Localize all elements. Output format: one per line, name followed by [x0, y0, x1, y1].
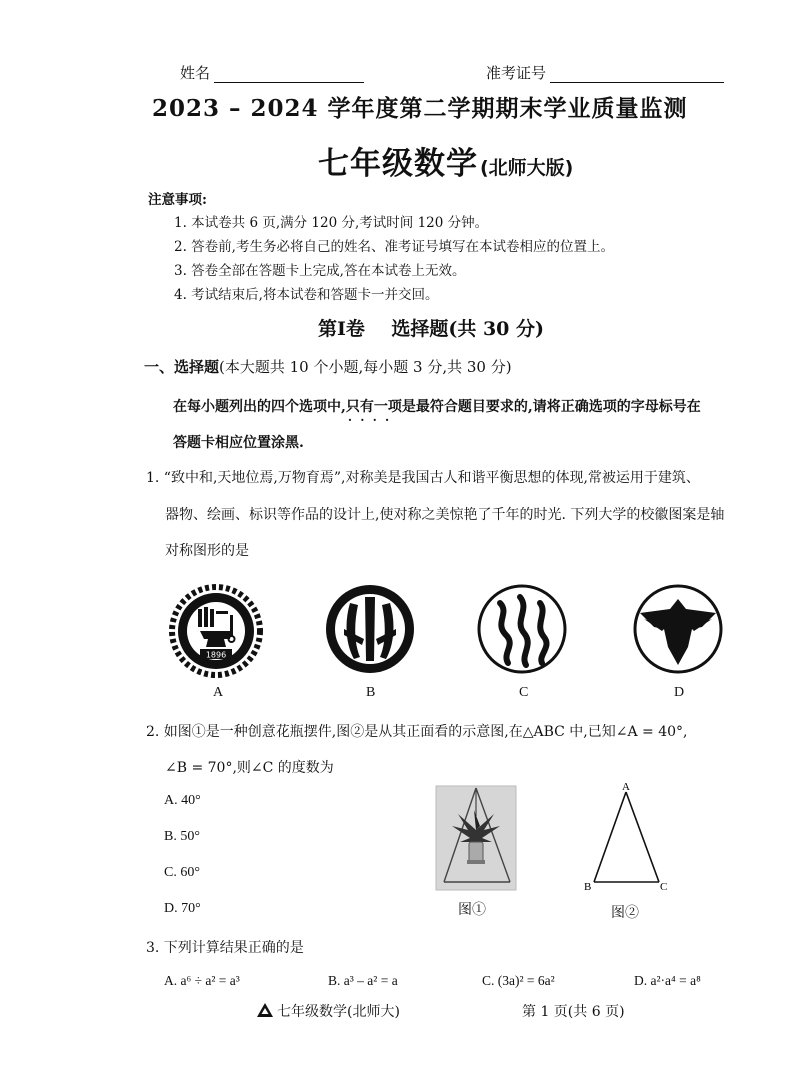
- instruction-text: 在每小题列出的四个选项中,: [173, 399, 346, 415]
- instruction-emphasis: 只有一项 · · · ·: [346, 399, 402, 415]
- figure-2-caption: 图②: [611, 905, 639, 921]
- emblem-b-peking: [324, 583, 416, 675]
- instruction-text: 是最符合题目要求的,请将正确选项的字母标号在: [401, 399, 701, 415]
- part1-title: 第Ⅰ卷 选择题(共 30 分): [318, 318, 544, 340]
- subject-title: 七年级数学: [318, 146, 478, 182]
- exam-title: 2023 – 2024 学年度第二学期期末学业质量监测: [152, 95, 688, 122]
- q3-option-d: D. a²·a⁴ = a⁸: [634, 973, 701, 988]
- q1-text-line: 1. “致中和,天地位焉,万物育焉”,对称美是我国古人和谐平衡思想的体现,常被运用于建筑、: [146, 470, 700, 486]
- note-item: 3. 答卷全部在答题卡上完成,答在本试卷上无效。: [174, 263, 466, 279]
- emblem-c-waves: [476, 583, 568, 675]
- note-item: 1. 本试卷共 6 页,满分 120 分,考试时间 120 分钟。: [174, 215, 489, 231]
- section-heading: [144, 356, 512, 377]
- emblem-d-eagle: [632, 583, 724, 675]
- triangle-side-ac: [626, 792, 659, 882]
- subject-title-row: [318, 138, 573, 183]
- section-head: 一、选择题: [144, 358, 220, 376]
- name-label: 姓名: [180, 64, 211, 82]
- emblem-a-gear: [170, 585, 262, 677]
- note-item: 2. 答卷前,考生务必将自己的姓名、准考证号填写在本试卷相应的位置上。: [174, 239, 614, 255]
- q2-option-b: B. 50°: [164, 829, 200, 844]
- exam-number-label: 准考证号: [486, 64, 547, 82]
- q1-option-label-a: A: [213, 685, 224, 700]
- footer-page-number: 第 1 页(共 6 页): [522, 1004, 625, 1020]
- exam-number-field: [486, 62, 724, 83]
- emblem-a-year: 1896: [205, 650, 227, 660]
- exam-number-blank: [550, 68, 724, 83]
- q1-text-line: 对称图形的是: [165, 543, 249, 559]
- q3-text-line: 3. 下列计算结果正确的是: [146, 940, 304, 956]
- vertex-label-c: C: [660, 881, 668, 893]
- q2-option-c: C. 60°: [164, 865, 200, 880]
- footer-subject: 七年级数学(北师大): [277, 1004, 400, 1020]
- q3-option-c: C. (3a)² = 6a²: [482, 973, 555, 988]
- triangle-logo-icon: [257, 1003, 273, 1017]
- notes-heading: 注意事项:: [148, 192, 207, 208]
- q3-option-a: A. a⁶ ÷ a² = a³: [164, 973, 240, 988]
- q2-text-line: ∠B = 70°,则∠C 的度数为: [165, 760, 334, 776]
- q1-text-line: 器物、绘画、标识等作品的设计上,使对称之美惊艳了千年的时光. 下列大学的校徽图案是轴: [165, 507, 725, 523]
- figure-2-triangle: [582, 780, 678, 896]
- q2-option-a: A. 40°: [164, 793, 201, 808]
- vertex-label-b: B: [584, 881, 592, 893]
- q1-option-label-c: C: [519, 685, 529, 700]
- name-blank: [214, 68, 364, 83]
- q3-option-b: B. a³ – a² = a: [328, 973, 398, 988]
- q1-option-label-d: D: [674, 685, 685, 700]
- note-item: 4. 考试结束后,将本试卷和答题卡一并交回。: [174, 287, 439, 303]
- q2-option-d: D. 70°: [164, 901, 201, 916]
- figure-1-caption: 图①: [458, 902, 486, 918]
- section-note: (本大题共 10 个小题,每小题 3 分,共 30 分): [219, 358, 512, 376]
- figure-1-vase-photo: [436, 786, 516, 890]
- edition-label: (北师大版): [480, 157, 574, 179]
- triangle-side-ab: [594, 792, 626, 882]
- instruction-line-2: 答题卡相应位置涂黑.: [173, 435, 304, 451]
- instruction-line-1: [173, 396, 701, 416]
- name-field: [180, 62, 364, 83]
- q1-option-label-b: B: [366, 685, 376, 700]
- q2-text-line: 2. 如图①是一种创意花瓶摆件,图②是从其正面看的示意图,在△ABC 中,已知∠A = 40°,: [146, 724, 688, 740]
- vertex-label-a: A: [622, 781, 630, 793]
